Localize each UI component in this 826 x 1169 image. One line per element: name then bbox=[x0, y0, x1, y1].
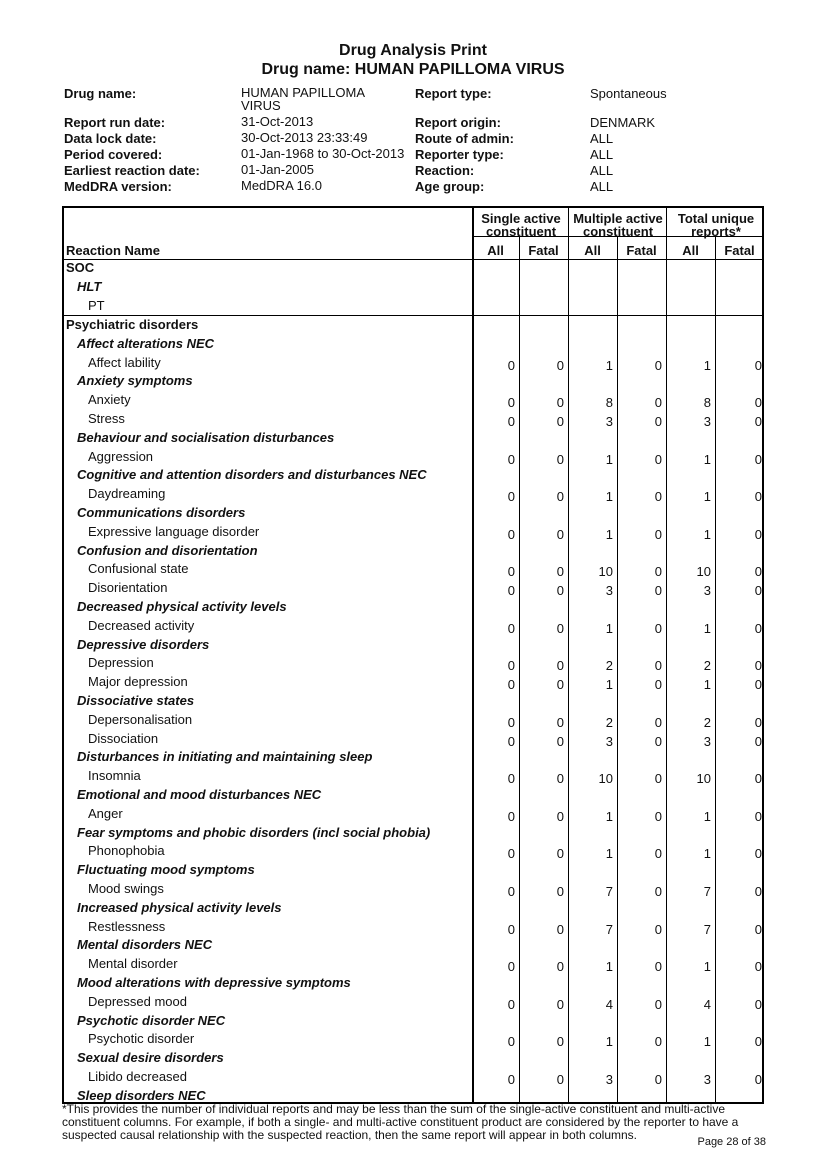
count-cell: 0 bbox=[507, 1072, 515, 1087]
count-cell: 0 bbox=[754, 846, 762, 862]
hlt-row bbox=[64, 429, 762, 448]
table-row bbox=[64, 1068, 762, 1087]
count-cell: 1 bbox=[605, 526, 613, 542]
reaction-name: Phonophobia bbox=[88, 843, 165, 859]
count-cell: 0 bbox=[507, 583, 515, 599]
count-cell: 0 bbox=[654, 489, 662, 505]
reaction-name: Fear symptoms and phobic disorders (incl social phobia) bbox=[77, 824, 431, 840]
reaction-name: Depression bbox=[88, 655, 154, 671]
count-cell: 10 bbox=[598, 771, 613, 787]
header-single-active: Single active constituent bbox=[481, 211, 561, 239]
count-cell: 0 bbox=[556, 414, 564, 429]
count-cell: 1 bbox=[605, 959, 613, 975]
hlt-row bbox=[64, 936, 762, 955]
count-cell: 0 bbox=[556, 959, 564, 975]
report-type-value: Spontaneous bbox=[590, 86, 667, 101]
count-cell: 0 bbox=[556, 714, 564, 730]
count-cell: 4 bbox=[703, 996, 711, 1012]
header-reaction-name: Reaction Name bbox=[66, 243, 160, 258]
header-all: All bbox=[584, 243, 601, 258]
count-cell: 0 bbox=[654, 1034, 662, 1050]
count-cell: 1 bbox=[605, 808, 613, 824]
hlt-row bbox=[64, 692, 762, 711]
count-cell: 3 bbox=[605, 583, 613, 599]
count-cell: 1 bbox=[605, 357, 613, 373]
count-cell: 0 bbox=[654, 771, 662, 787]
count-cell: 0 bbox=[754, 714, 762, 730]
count-cell: 0 bbox=[754, 489, 762, 505]
count-cell: 1 bbox=[703, 489, 711, 505]
count-cell: 0 bbox=[654, 996, 662, 1012]
count-cell: 0 bbox=[654, 620, 662, 636]
count-cell: 0 bbox=[754, 395, 762, 411]
table-row bbox=[64, 955, 762, 974]
count-cell: 0 bbox=[754, 1072, 762, 1087]
reaction-name: Sleep disorders NEC bbox=[77, 1087, 206, 1103]
reaction-name: Disturbances in initiating and maintaining sleep bbox=[77, 749, 373, 765]
count-cell: 0 bbox=[556, 996, 564, 1012]
reaction-name: Insomnia bbox=[88, 768, 141, 784]
count-cell: 0 bbox=[754, 658, 762, 674]
table-row bbox=[64, 842, 762, 861]
hlt-row bbox=[64, 1049, 762, 1068]
count-cell: 7 bbox=[703, 884, 711, 899]
count-cell: 0 bbox=[507, 733, 515, 749]
hlt-row bbox=[64, 335, 762, 354]
count-cell: 10 bbox=[598, 564, 613, 580]
hlt-row bbox=[64, 1012, 762, 1031]
header-fatal: Fatal bbox=[724, 243, 755, 258]
reporter-type-label: Reporter type: bbox=[415, 147, 504, 162]
reaction-name: Increased physical activity levels bbox=[77, 899, 282, 915]
table-row bbox=[64, 448, 762, 467]
count-cell: 0 bbox=[556, 489, 564, 505]
reaction-name: Affect lability bbox=[88, 354, 161, 370]
reaction-name: Communications disorders bbox=[77, 505, 246, 520]
table-row bbox=[64, 673, 762, 692]
legend-hlt: HLT bbox=[77, 279, 102, 294]
count-cell: 0 bbox=[654, 564, 662, 580]
count-cell: 1 bbox=[703, 846, 711, 862]
count-cell: 0 bbox=[654, 357, 662, 373]
table-row bbox=[64, 730, 762, 749]
count-cell: 1 bbox=[605, 620, 613, 636]
table-row bbox=[64, 410, 762, 429]
hlt-row bbox=[64, 504, 762, 523]
count-cell: 0 bbox=[654, 921, 662, 937]
route-label: Route of admin: bbox=[415, 131, 514, 146]
count-cell: 0 bbox=[507, 996, 515, 1012]
count-cell: 0 bbox=[654, 526, 662, 542]
count-cell: 0 bbox=[507, 395, 515, 411]
count-cell: 0 bbox=[507, 658, 515, 674]
count-cell: 1 bbox=[703, 357, 711, 373]
reaction-name: Dissociation bbox=[88, 730, 159, 746]
count-cell: 2 bbox=[703, 714, 711, 730]
count-cell: 1 bbox=[605, 1034, 613, 1050]
count-cell: 0 bbox=[507, 1034, 515, 1050]
legend-pt: PT bbox=[88, 298, 105, 313]
hlt-row bbox=[64, 861, 762, 880]
count-cell: 0 bbox=[654, 1072, 662, 1087]
reaction-name: Psychotic disorder bbox=[88, 1031, 195, 1047]
meddra-value: MedDRA 16.0 bbox=[241, 178, 322, 193]
count-cell: 0 bbox=[507, 526, 515, 542]
table-row bbox=[64, 993, 762, 1012]
count-cell: 10 bbox=[696, 771, 711, 787]
divider bbox=[64, 259, 762, 260]
count-cell: 0 bbox=[754, 526, 762, 542]
header-fatal: Fatal bbox=[626, 243, 657, 258]
count-cell: 0 bbox=[754, 808, 762, 824]
count-cell: 0 bbox=[507, 620, 515, 636]
reaction-name: Affect alterations NEC bbox=[77, 335, 215, 351]
reaction-name: Daydreaming bbox=[88, 486, 166, 502]
reaction-name: Depressed mood bbox=[88, 993, 187, 1009]
reaction-name: Anger bbox=[88, 805, 123, 821]
count-cell: 0 bbox=[556, 921, 564, 937]
table-row bbox=[64, 805, 762, 824]
reaction-name: Decreased physical activity levels bbox=[77, 599, 287, 614]
count-cell: 0 bbox=[507, 714, 515, 730]
count-cell: 0 bbox=[754, 996, 762, 1012]
drug-subtitle: Drug name: HUMAN PAPILLOMA VIRUS bbox=[261, 61, 565, 78]
count-cell: 0 bbox=[556, 658, 564, 674]
count-cell: 0 bbox=[556, 1072, 564, 1087]
count-cell: 0 bbox=[556, 808, 564, 824]
reaction-name: Mental disorders NEC bbox=[77, 937, 213, 953]
count-cell: 0 bbox=[507, 959, 515, 975]
header-multiple-active: Multiple active constituent bbox=[573, 211, 663, 239]
reaction-name: Major depression bbox=[88, 674, 188, 690]
count-cell: 0 bbox=[654, 658, 662, 674]
count-cell: 8 bbox=[605, 395, 613, 411]
count-cell: 3 bbox=[703, 414, 711, 429]
count-cell: 0 bbox=[654, 395, 662, 411]
reaction-name: Depersonalisation bbox=[88, 711, 193, 727]
count-cell: 0 bbox=[556, 564, 564, 580]
count-cell: 0 bbox=[754, 733, 762, 749]
count-cell: 0 bbox=[754, 451, 762, 467]
count-cell: 0 bbox=[507, 564, 515, 580]
reaction-name: Anxiety symptoms bbox=[77, 373, 193, 389]
reporter-type-value: ALL bbox=[590, 147, 614, 162]
reaction-name: Emotional and mood disturbances NEC bbox=[77, 787, 322, 802]
count-cell: 1 bbox=[703, 959, 711, 975]
count-cell: 0 bbox=[754, 620, 762, 636]
count-cell: 7 bbox=[605, 921, 613, 937]
table-row bbox=[64, 560, 762, 579]
route-value: ALL bbox=[590, 131, 614, 146]
hlt-row bbox=[64, 636, 762, 655]
count-cell: 0 bbox=[754, 884, 762, 899]
count-cell: 0 bbox=[507, 884, 515, 899]
reaction-table bbox=[62, 206, 764, 1104]
count-cell: 0 bbox=[654, 808, 662, 824]
footnote: *This provides the number of individual reports and may be less than the sum of the single-active constituent and multi-active constituent columns. For example, if both a single- and multi-active constituent product are considered by the reporter to have a suspected causal relationship with the suspected reaction, then the same report will appear in both columns. bbox=[62, 1102, 739, 1142]
reaction-name: Expressive language disorder bbox=[88, 523, 260, 539]
table-row bbox=[64, 918, 762, 937]
count-cell: 0 bbox=[754, 959, 762, 975]
count-cell: 4 bbox=[605, 996, 613, 1012]
reaction-name: Mental disorder bbox=[88, 956, 178, 972]
period-label: Period covered: bbox=[64, 147, 163, 162]
reaction-name: Fluctuating mood symptoms bbox=[77, 862, 255, 878]
count-cell: 10 bbox=[696, 564, 711, 580]
count-cell: 0 bbox=[754, 564, 762, 580]
count-cell: 0 bbox=[754, 921, 762, 937]
count-cell: 0 bbox=[507, 921, 515, 937]
hlt-row bbox=[64, 748, 762, 767]
count-cell: 2 bbox=[703, 658, 711, 674]
reaction-name: Mood alterations with depressive symptoms bbox=[77, 975, 351, 990]
reaction-name: Decreased activity bbox=[88, 617, 195, 633]
count-cell: 0 bbox=[507, 414, 515, 429]
count-cell: 0 bbox=[654, 414, 662, 429]
hlt-row bbox=[64, 899, 762, 918]
count-cell: 0 bbox=[654, 677, 662, 693]
table-row bbox=[64, 391, 762, 410]
reaction-label: Reaction: bbox=[415, 163, 475, 178]
report-title: Drug Analysis Print bbox=[339, 42, 487, 59]
reaction-name: Mood swings bbox=[88, 881, 164, 896]
period-value: 01-Jan-1968 to 30-Oct-2013 bbox=[241, 146, 405, 161]
count-cell: 0 bbox=[556, 357, 564, 373]
data-lock-date-value: 30-Oct-2013 23:33:49 bbox=[241, 130, 368, 145]
count-cell: 3 bbox=[605, 733, 613, 749]
count-cell: 7 bbox=[605, 884, 613, 899]
table-row bbox=[64, 1030, 762, 1049]
count-cell: 1 bbox=[605, 846, 613, 862]
report-metadata bbox=[64, 86, 764, 195]
count-cell: 0 bbox=[754, 771, 762, 787]
count-cell: 0 bbox=[556, 733, 564, 749]
header-all: All bbox=[487, 243, 504, 258]
count-cell: 0 bbox=[507, 451, 515, 467]
reaction-name: Dissociative states bbox=[77, 693, 195, 708]
hlt-row bbox=[64, 598, 762, 617]
count-cell: 0 bbox=[556, 451, 564, 467]
count-cell: 3 bbox=[703, 1072, 711, 1087]
count-cell: 0 bbox=[754, 357, 762, 373]
count-cell: 3 bbox=[703, 583, 711, 599]
count-cell: 0 bbox=[507, 357, 515, 373]
meddra-label: MedDRA version: bbox=[64, 179, 172, 194]
report-origin-label: Report origin: bbox=[415, 115, 501, 130]
table-row bbox=[64, 880, 762, 899]
hlt-row bbox=[64, 974, 762, 993]
hlt-row bbox=[64, 466, 762, 485]
header-total-unique: Total unique reports* bbox=[677, 211, 755, 239]
report-type-label: Report type: bbox=[415, 86, 492, 101]
count-cell: 1 bbox=[605, 451, 613, 467]
reaction-value: ALL bbox=[590, 163, 614, 178]
count-cell: 1 bbox=[703, 677, 711, 693]
count-cell: 1 bbox=[703, 808, 711, 824]
hlt-row bbox=[64, 824, 762, 843]
count-cell: 2 bbox=[605, 658, 613, 674]
table-row bbox=[64, 767, 762, 786]
count-cell: 0 bbox=[556, 884, 564, 899]
count-cell: 0 bbox=[556, 846, 564, 862]
count-cell: 8 bbox=[703, 395, 711, 411]
count-cell: 0 bbox=[556, 1034, 564, 1050]
reaction-name: Cognitive and attention disorders and disturbances NEC bbox=[77, 467, 427, 483]
earliest-date-value: 01-Jan-2005 bbox=[241, 162, 314, 177]
count-cell: 0 bbox=[507, 771, 515, 787]
table-row bbox=[64, 654, 762, 673]
table-row bbox=[64, 711, 762, 730]
header-all: All bbox=[682, 243, 699, 258]
table-row bbox=[64, 354, 762, 373]
reaction-name: Disorientation bbox=[88, 580, 168, 596]
report-origin-value: DENMARK bbox=[590, 115, 656, 130]
header-fatal: Fatal bbox=[528, 243, 559, 258]
age-group-value: ALL bbox=[590, 179, 614, 194]
count-cell: 3 bbox=[605, 414, 613, 429]
count-cell: 0 bbox=[507, 489, 515, 505]
report-run-date-value: 31-Oct-2013 bbox=[241, 114, 314, 129]
count-cell: 0 bbox=[507, 677, 515, 693]
soc-row bbox=[64, 316, 762, 335]
page-number: Page 28 of 38 bbox=[697, 1136, 766, 1148]
report-run-date-label: Report run date: bbox=[64, 115, 166, 130]
table-row bbox=[64, 485, 762, 504]
count-cell: 0 bbox=[556, 677, 564, 693]
count-cell: 0 bbox=[754, 1034, 762, 1050]
reaction-name: Behaviour and socialisation disturbances bbox=[77, 429, 335, 445]
earliest-date-label: Earliest reaction date: bbox=[64, 163, 200, 178]
table-row bbox=[64, 617, 762, 636]
reaction-name: Psychotic disorder NEC bbox=[77, 1012, 226, 1028]
count-cell: 7 bbox=[703, 921, 711, 937]
count-cell: 1 bbox=[703, 451, 711, 467]
count-cell: 0 bbox=[507, 846, 515, 862]
reaction-name: Libido decreased bbox=[88, 1069, 188, 1084]
count-cell: 3 bbox=[605, 1072, 613, 1087]
table-row bbox=[64, 579, 762, 598]
count-cell: 1 bbox=[605, 677, 613, 693]
count-cell: 1 bbox=[703, 1034, 711, 1050]
reaction-name: Confusional state bbox=[88, 561, 189, 577]
count-cell: 0 bbox=[754, 583, 762, 599]
count-cell: 1 bbox=[605, 489, 613, 505]
reaction-name: Restlessness bbox=[88, 918, 166, 934]
hlt-row bbox=[64, 372, 762, 391]
count-cell: 0 bbox=[507, 808, 515, 824]
hlt-row bbox=[64, 542, 762, 561]
count-cell: 1 bbox=[703, 620, 711, 636]
reaction-name: Aggression bbox=[88, 448, 154, 464]
reaction-name: Confusion and disorientation bbox=[77, 542, 258, 558]
count-cell: 0 bbox=[556, 771, 564, 787]
count-cell: 0 bbox=[654, 583, 662, 599]
reaction-name: Anxiety bbox=[88, 392, 131, 408]
count-cell: 1 bbox=[703, 526, 711, 542]
reaction-name: Sexual desire disorders bbox=[77, 1050, 224, 1066]
reaction-name: Psychiatric disorders bbox=[66, 317, 199, 332]
count-cell: 2 bbox=[605, 714, 613, 730]
count-cell: 0 bbox=[654, 451, 662, 467]
age-group-label: Age group: bbox=[415, 179, 485, 194]
count-cell: 0 bbox=[654, 959, 662, 975]
hlt-row bbox=[64, 786, 762, 805]
count-cell: 0 bbox=[556, 395, 564, 411]
count-cell: 0 bbox=[754, 414, 762, 429]
legend-soc: SOC bbox=[66, 260, 95, 275]
count-cell: 0 bbox=[556, 620, 564, 636]
count-cell: 0 bbox=[754, 677, 762, 693]
count-cell: 0 bbox=[556, 583, 564, 599]
reaction-name: Stress bbox=[88, 411, 125, 426]
reaction-name: Depressive disorders bbox=[77, 636, 210, 652]
drug-name-value: HUMAN PAPILLOMA VIRUS bbox=[241, 85, 365, 113]
count-cell: 0 bbox=[654, 733, 662, 749]
count-cell: 0 bbox=[654, 884, 662, 899]
count-cell: 3 bbox=[703, 733, 711, 749]
count-cell: 0 bbox=[556, 526, 564, 542]
count-cell: 0 bbox=[654, 846, 662, 862]
table-row bbox=[64, 523, 762, 542]
count-cell: 0 bbox=[654, 714, 662, 730]
drug-name-label: Drug name: bbox=[64, 86, 137, 101]
data-lock-date-label: Data lock date: bbox=[64, 131, 157, 146]
